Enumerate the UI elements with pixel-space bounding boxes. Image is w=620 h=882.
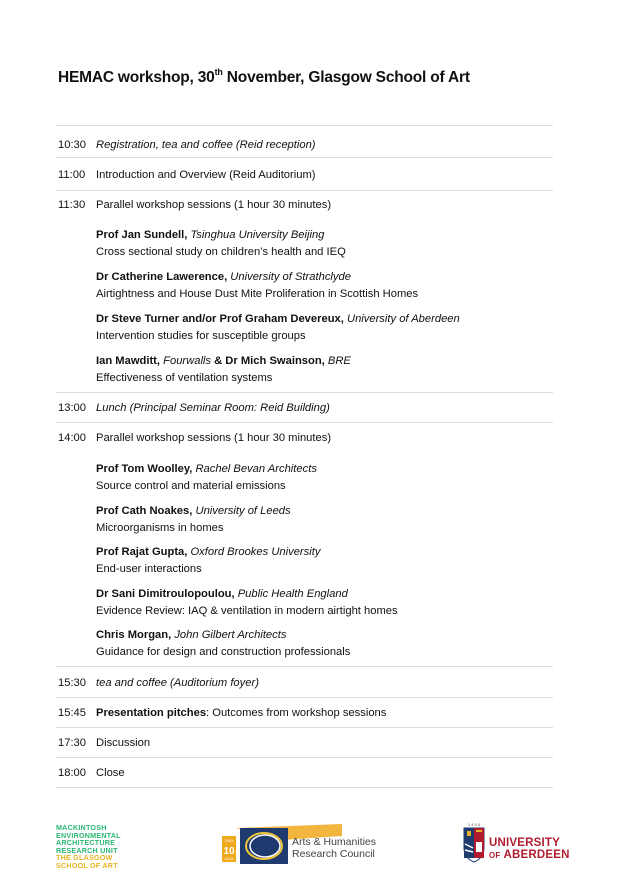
speaker-entry: Chris Morgan, John Gilbert Architects Guidance for design and construction professionals xyxy=(96,629,351,658)
aberdeen-text: UNIVERSITY OF ABERDEEN xyxy=(489,837,570,861)
schedule-row: 11:00 Introduction and Overview (Reid Auditorium) xyxy=(58,169,316,181)
schedule-row: 11:30 Parallel workshop sessions (1 hour 30 minutes) xyxy=(58,199,332,211)
schedule-row: 13:00 Lunch (Principal Seminar Room: Reid Building) xyxy=(58,402,330,414)
speaker-entry: Prof Cath Noakes, University of Leeds Microorganisms in homes xyxy=(96,505,291,534)
divider xyxy=(56,157,553,158)
divider xyxy=(56,787,553,788)
divider xyxy=(56,697,553,698)
speaker-entry: Prof Jan Sundell, Tsinghua University Beijing Cross sectional study on children’s health and IEQ xyxy=(96,229,346,258)
speaker-entry: Prof Tom Woolley, Rachel Bevan Architects Source control and material emissions xyxy=(96,463,317,492)
divider xyxy=(56,422,553,423)
svg-text:10: 10 xyxy=(223,846,235,857)
divider xyxy=(56,392,553,393)
speaker-entry: Dr Sani Dimitroulopoulou, Public Health England Evidence Review: IAQ & ventilation in modern airtight homes xyxy=(96,588,398,617)
divider xyxy=(56,125,553,126)
schedule-row: 10:30 Registration, tea and coffee (Reid reception) xyxy=(58,139,316,151)
speaker-entry: Dr Catherine Lawerence, University of Strathclyde Airtightness and House Dust Mite Proliferation in Scottish Homes xyxy=(96,271,419,300)
schedule-row: 15:30 tea and coffee (Auditorium foyer) xyxy=(58,677,259,689)
speaker-entry: Prof Rajat Gupta, Oxford Brookes University End-user interactions xyxy=(96,546,321,575)
svg-text:1 4 9 5: 1 4 9 5 xyxy=(467,822,481,827)
divider xyxy=(56,190,553,191)
schedule-row: 18:00 Close xyxy=(58,767,125,779)
svg-text:2015: 2015 xyxy=(224,856,234,861)
ahrc-text: Arts & Humanities Research Council xyxy=(292,836,377,860)
divider xyxy=(56,727,553,728)
schedule-row: 17:30 Discussion xyxy=(58,737,151,749)
schedule-row: 15:45 Presentation pitches: Outcomes from workshop sessions xyxy=(58,707,387,719)
mearu-logo: MACKINTOSH ENVIRONMENTAL ARCHITECTURE RESEARCH UNIT THE GLASGOW SCHOOL OF ART xyxy=(56,823,121,870)
divider xyxy=(56,666,553,667)
speaker-entry: Ian Mawditt, Fourwalls & Dr Mich Swainson, BRE Effectiveness of ventilation systems xyxy=(96,355,351,384)
svg-text:2005: 2005 xyxy=(224,838,234,843)
speaker-entry: Dr Steve Turner and/or Prof Graham Devereux, University of Aberdeen Intervention studies for susceptible groups xyxy=(96,313,460,342)
schedule-row: 14:00 Parallel workshop sessions (1 hour 30 minutes) xyxy=(58,432,332,444)
page-title: HEMAC workshop, 30th November, Glasgow School of Art xyxy=(58,67,470,87)
divider xyxy=(56,757,553,758)
